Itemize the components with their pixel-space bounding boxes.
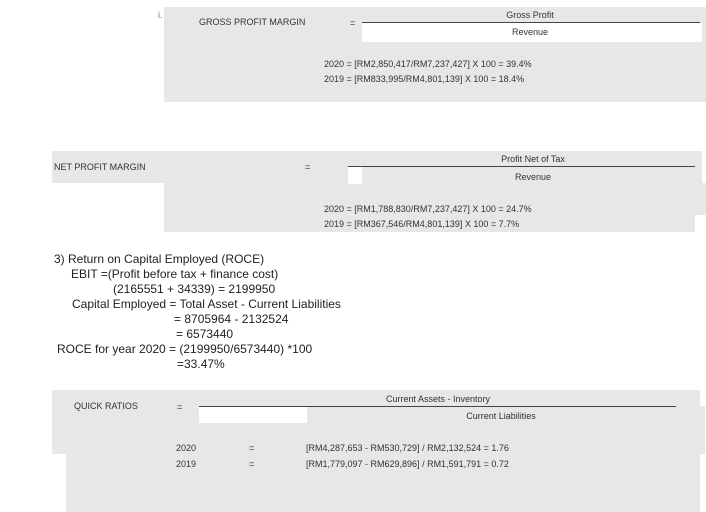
ebit-label: EBIT =(Profit before tax + finance cost)	[71, 267, 279, 281]
net-profit-margin-label: NET PROFIT MARGIN	[54, 162, 146, 172]
quick-ratios-2020-calc: [RM4,287,653 - RM530,729] / RM2,132,524 = 1.76	[306, 443, 509, 453]
net-profit-margin-panel-top	[52, 151, 702, 183]
net-profit-denominator: Revenue	[514, 172, 552, 182]
net-profit-denominator-box	[348, 167, 362, 184]
quick-ratios-equals-2019: =	[249, 459, 255, 469]
capital-employed-label: Capital Employed = Total Asset - Current Liabilities	[72, 297, 341, 311]
gross-profit-margin-equals: =	[350, 18, 356, 28]
net-profit-2020-line: 2020 = [RM1,788,830/RM7,237,427] X 100 = 24.7%	[324, 204, 532, 214]
quick-ratios-equals: =	[177, 402, 183, 412]
gross-profit-denominator: Revenue	[511, 27, 549, 37]
net-profit-2019-line: 2019 = [RM367,546/RM4,801,139] X 100 = 7.7%	[324, 219, 520, 229]
quick-ratios-denominator: Current Liabilities	[466, 411, 536, 421]
net-profit-margin-equals: =	[305, 162, 311, 172]
quick-ratios-denominator-box	[199, 407, 307, 423]
gross-profit-numerator: Gross Profit	[506, 10, 554, 20]
roce-heading: 3) Return on Capital Employed (ROCE)	[54, 252, 265, 266]
gross-profit-2019-line: 2019 = [RM833,995/RM4,801,139] X 100 = 18.4%	[324, 74, 525, 84]
ebit-calculation: (2165551 + 34339) = 2199950	[113, 282, 276, 296]
gross-profit-2020-line: 2020 = [RM2,850,417/RM7,237,427] X 100 = 39.4%	[324, 59, 532, 69]
quick-ratios-2019-calc: [RM1,779,097 - RM629,896] / RM1,591,791 = 0.72	[306, 459, 509, 469]
net-profit-fraction-line	[348, 166, 695, 167]
gross-profit-margin-label: GROSS PROFIT MARGIN	[199, 17, 306, 27]
quick-ratios-numerator: Current Assets - Inventory	[385, 394, 491, 404]
net-profit-numerator: Profit Net of Tax	[501, 154, 565, 164]
quick-ratios-equals-2020: =	[249, 443, 255, 453]
quick-ratios-year-2019: 2019	[176, 459, 197, 469]
roce-2020-result: =33.47%	[177, 357, 225, 371]
quick-ratios-label: QUICK RATIOS	[74, 401, 138, 411]
item-marker: i.	[158, 10, 163, 20]
roce-2020-formula: ROCE for year 2020 = (2199950/6573440) *100	[57, 342, 313, 356]
capital-employed-calc-2: = 6573440	[176, 327, 234, 341]
capital-employed-calc-1: = 8705964 - 2132524	[174, 312, 289, 326]
quick-ratios-year-2020: 2020	[176, 443, 197, 453]
